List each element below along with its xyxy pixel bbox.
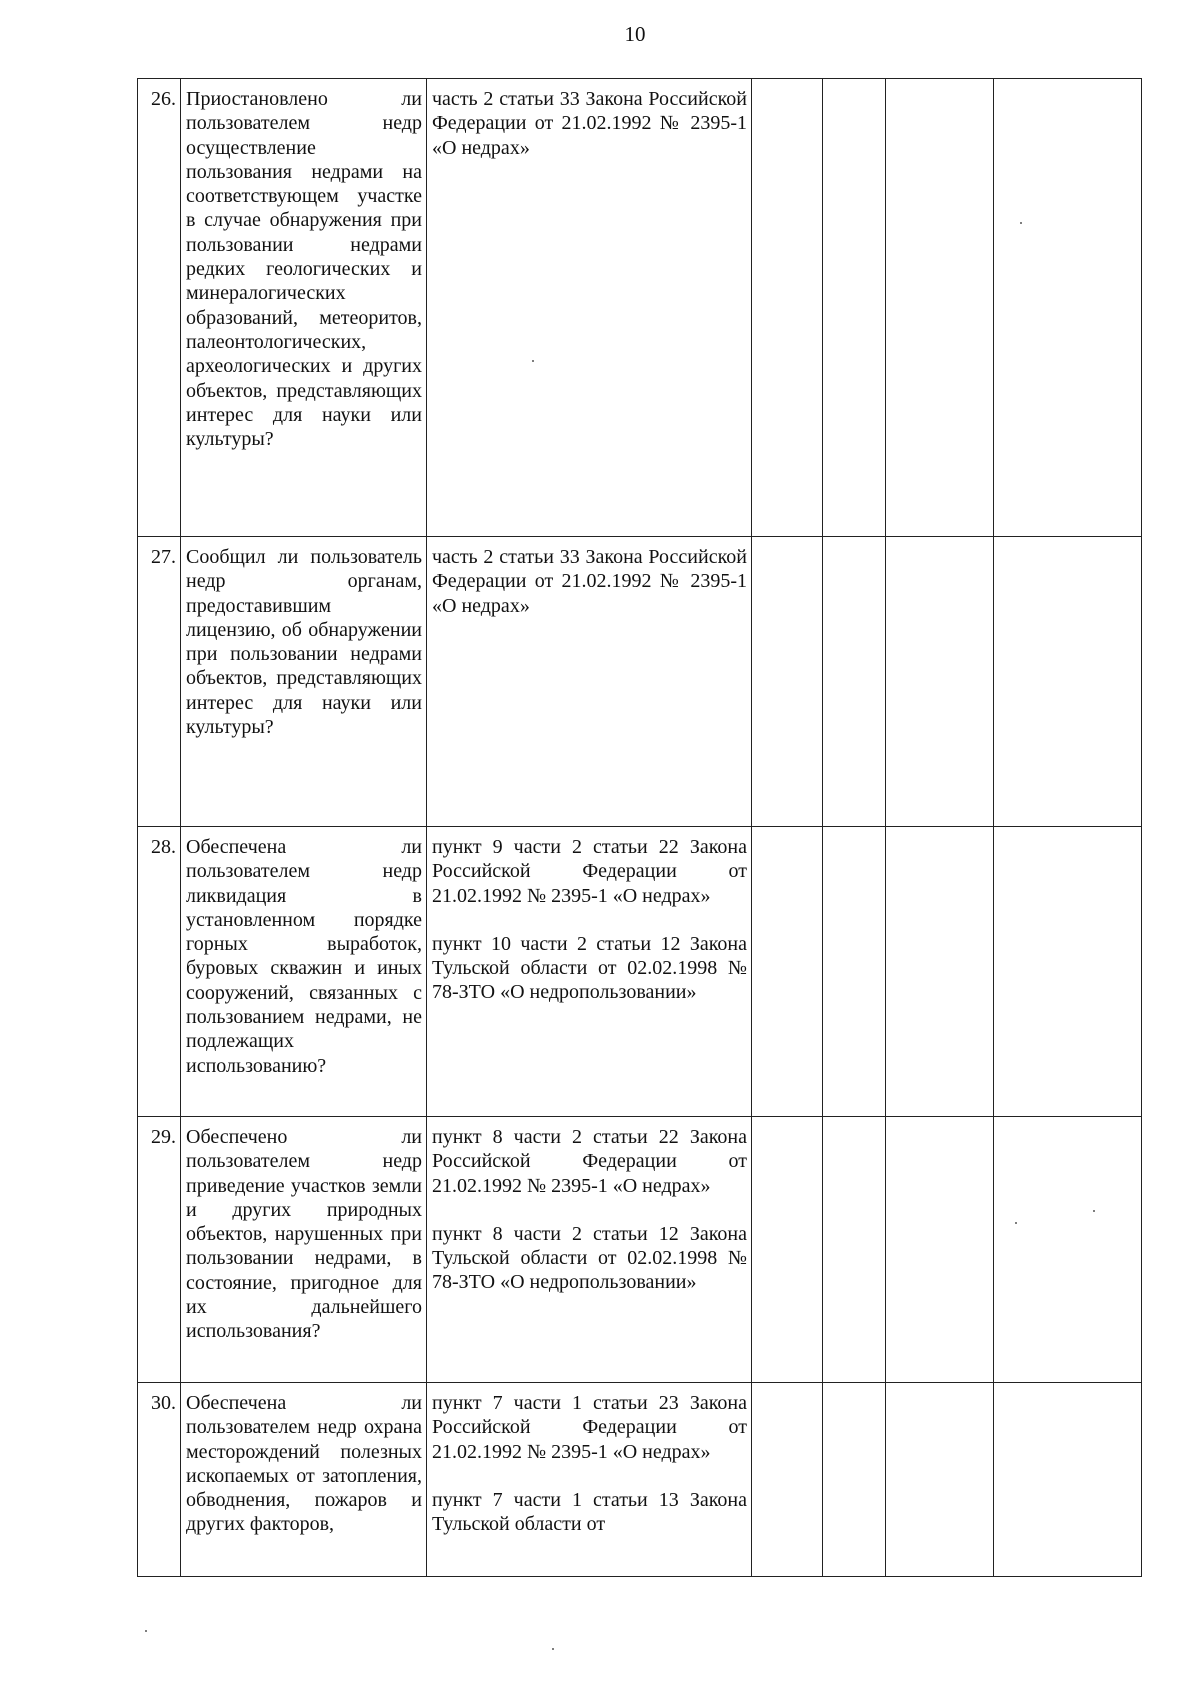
answer-no-cell[interactable] [823, 79, 886, 537]
note-cell[interactable] [994, 537, 1142, 827]
note-cell[interactable] [994, 79, 1142, 537]
reference-text: пункт 10 части 2 статьи 12 Закона Тульской области от 02.02.1998 № 78-ЗТО «О недропользовании» [432, 932, 747, 1004]
question-cell [181, 827, 427, 1117]
answer-no-cell[interactable] [823, 537, 886, 827]
checklist-table [137, 78, 1142, 1577]
answer-yes-cell[interactable] [752, 537, 823, 827]
table-row [138, 1383, 1142, 1577]
question-cell [181, 537, 427, 827]
answer-na-cell[interactable] [886, 537, 994, 827]
answer-no-cell[interactable] [823, 1383, 886, 1577]
table-row [138, 79, 1142, 537]
reference-cell [427, 79, 752, 537]
answer-no-cell[interactable] [823, 1117, 886, 1383]
question-text: Обеспечена ли пользователем недр охрана месторождений полезных ископаемых от затопления, обводнения, пожаров и других факторов, [186, 1392, 422, 1536]
answer-yes-cell[interactable] [752, 79, 823, 537]
row-number: 26. [138, 79, 181, 537]
answer-na-cell[interactable] [886, 1117, 994, 1383]
scan-speck [552, 1648, 554, 1650]
note-cell[interactable] [994, 1383, 1142, 1577]
reference-text: часть 2 статьи 33 Закона Российской Федерации от 21.02.1992 № 2395-1 «О недрах» [432, 546, 747, 617]
answer-yes-cell[interactable] [752, 1117, 823, 1383]
answer-na-cell[interactable] [886, 79, 994, 537]
row-number: 28. [138, 827, 181, 1117]
reference-cell [427, 827, 752, 1117]
question-text: Приостановлено ли пользователем недр осуществление пользования недрами на соответствующем участке в случае обнаружения при пользовании недрами редких геологических и минералогических образований, метеоритов, палеонтологических, археологических и других объектов, представляющих интерес для науки или культуры? [186, 88, 422, 451]
scan-speck [145, 1630, 147, 1632]
row-number: 27. [138, 537, 181, 827]
scan-speck [1015, 1222, 1017, 1224]
reference-cell [427, 1117, 752, 1383]
answer-na-cell[interactable] [886, 827, 994, 1117]
question-text: Обеспечено ли пользователем недр приведение участков земли и других природных объектов, нарушенных при пользовании недрами, в состояние, пригодное для их дальнейшего использования? [186, 1126, 422, 1343]
answer-yes-cell[interactable] [752, 827, 823, 1117]
scan-speck [1093, 1210, 1095, 1212]
question-cell [181, 79, 427, 537]
reference-text: пункт 7 части 1 статьи 13 Закона Тульской области от [432, 1488, 747, 1536]
answer-yes-cell[interactable] [752, 1383, 823, 1577]
scan-speck [532, 360, 534, 362]
reference-text: пункт 8 части 2 статьи 22 Закона Российской Федерации от 21.02.1992 № 2395-1 «О недрах» [432, 1126, 747, 1197]
reference-text: пункт 7 части 1 статьи 23 Закона Российской Федерации от 21.02.1992 № 2395-1 «О недрах» [432, 1392, 747, 1463]
table-row [138, 827, 1142, 1117]
row-number: 29. [138, 1117, 181, 1383]
page-number: 10 [624, 22, 646, 46]
reference-cell [427, 537, 752, 827]
table-row [138, 537, 1142, 827]
scan-speck [1020, 222, 1022, 224]
note-cell[interactable] [994, 1117, 1142, 1383]
reference-text: часть 2 статьи 33 Закона Российской Федерации от 21.02.1992 № 2395-1 «О недрах» [432, 88, 747, 159]
question-text: Обеспечена ли пользователем недр ликвидация в установленном порядке горных выработок, буровых скважин и иных сооружений, связанных с пользованием недрами, не подлежащих использованию? [186, 836, 422, 1077]
reference-cell [427, 1383, 752, 1577]
reference-text: пункт 9 части 2 статьи 22 Закона Российской Федерации от 21.02.1992 № 2395-1 «О недрах» [432, 836, 747, 907]
answer-na-cell[interactable] [886, 1383, 994, 1577]
row-number: 30. [138, 1383, 181, 1577]
question-cell [181, 1383, 427, 1577]
table-row [138, 1117, 1142, 1383]
reference-text: пункт 8 части 2 статьи 12 Закона Тульской области от 02.02.1998 № 78-ЗТО «О недропользовании» [432, 1222, 747, 1294]
question-text: Сообщил ли пользователь недр органам, предоставившим лицензию, об обнаружении при пользовании недрами объектов, представляющих интерес для науки или культуры? [186, 546, 422, 739]
note-cell[interactable] [994, 827, 1142, 1117]
question-cell [181, 1117, 427, 1383]
answer-no-cell[interactable] [823, 827, 886, 1117]
